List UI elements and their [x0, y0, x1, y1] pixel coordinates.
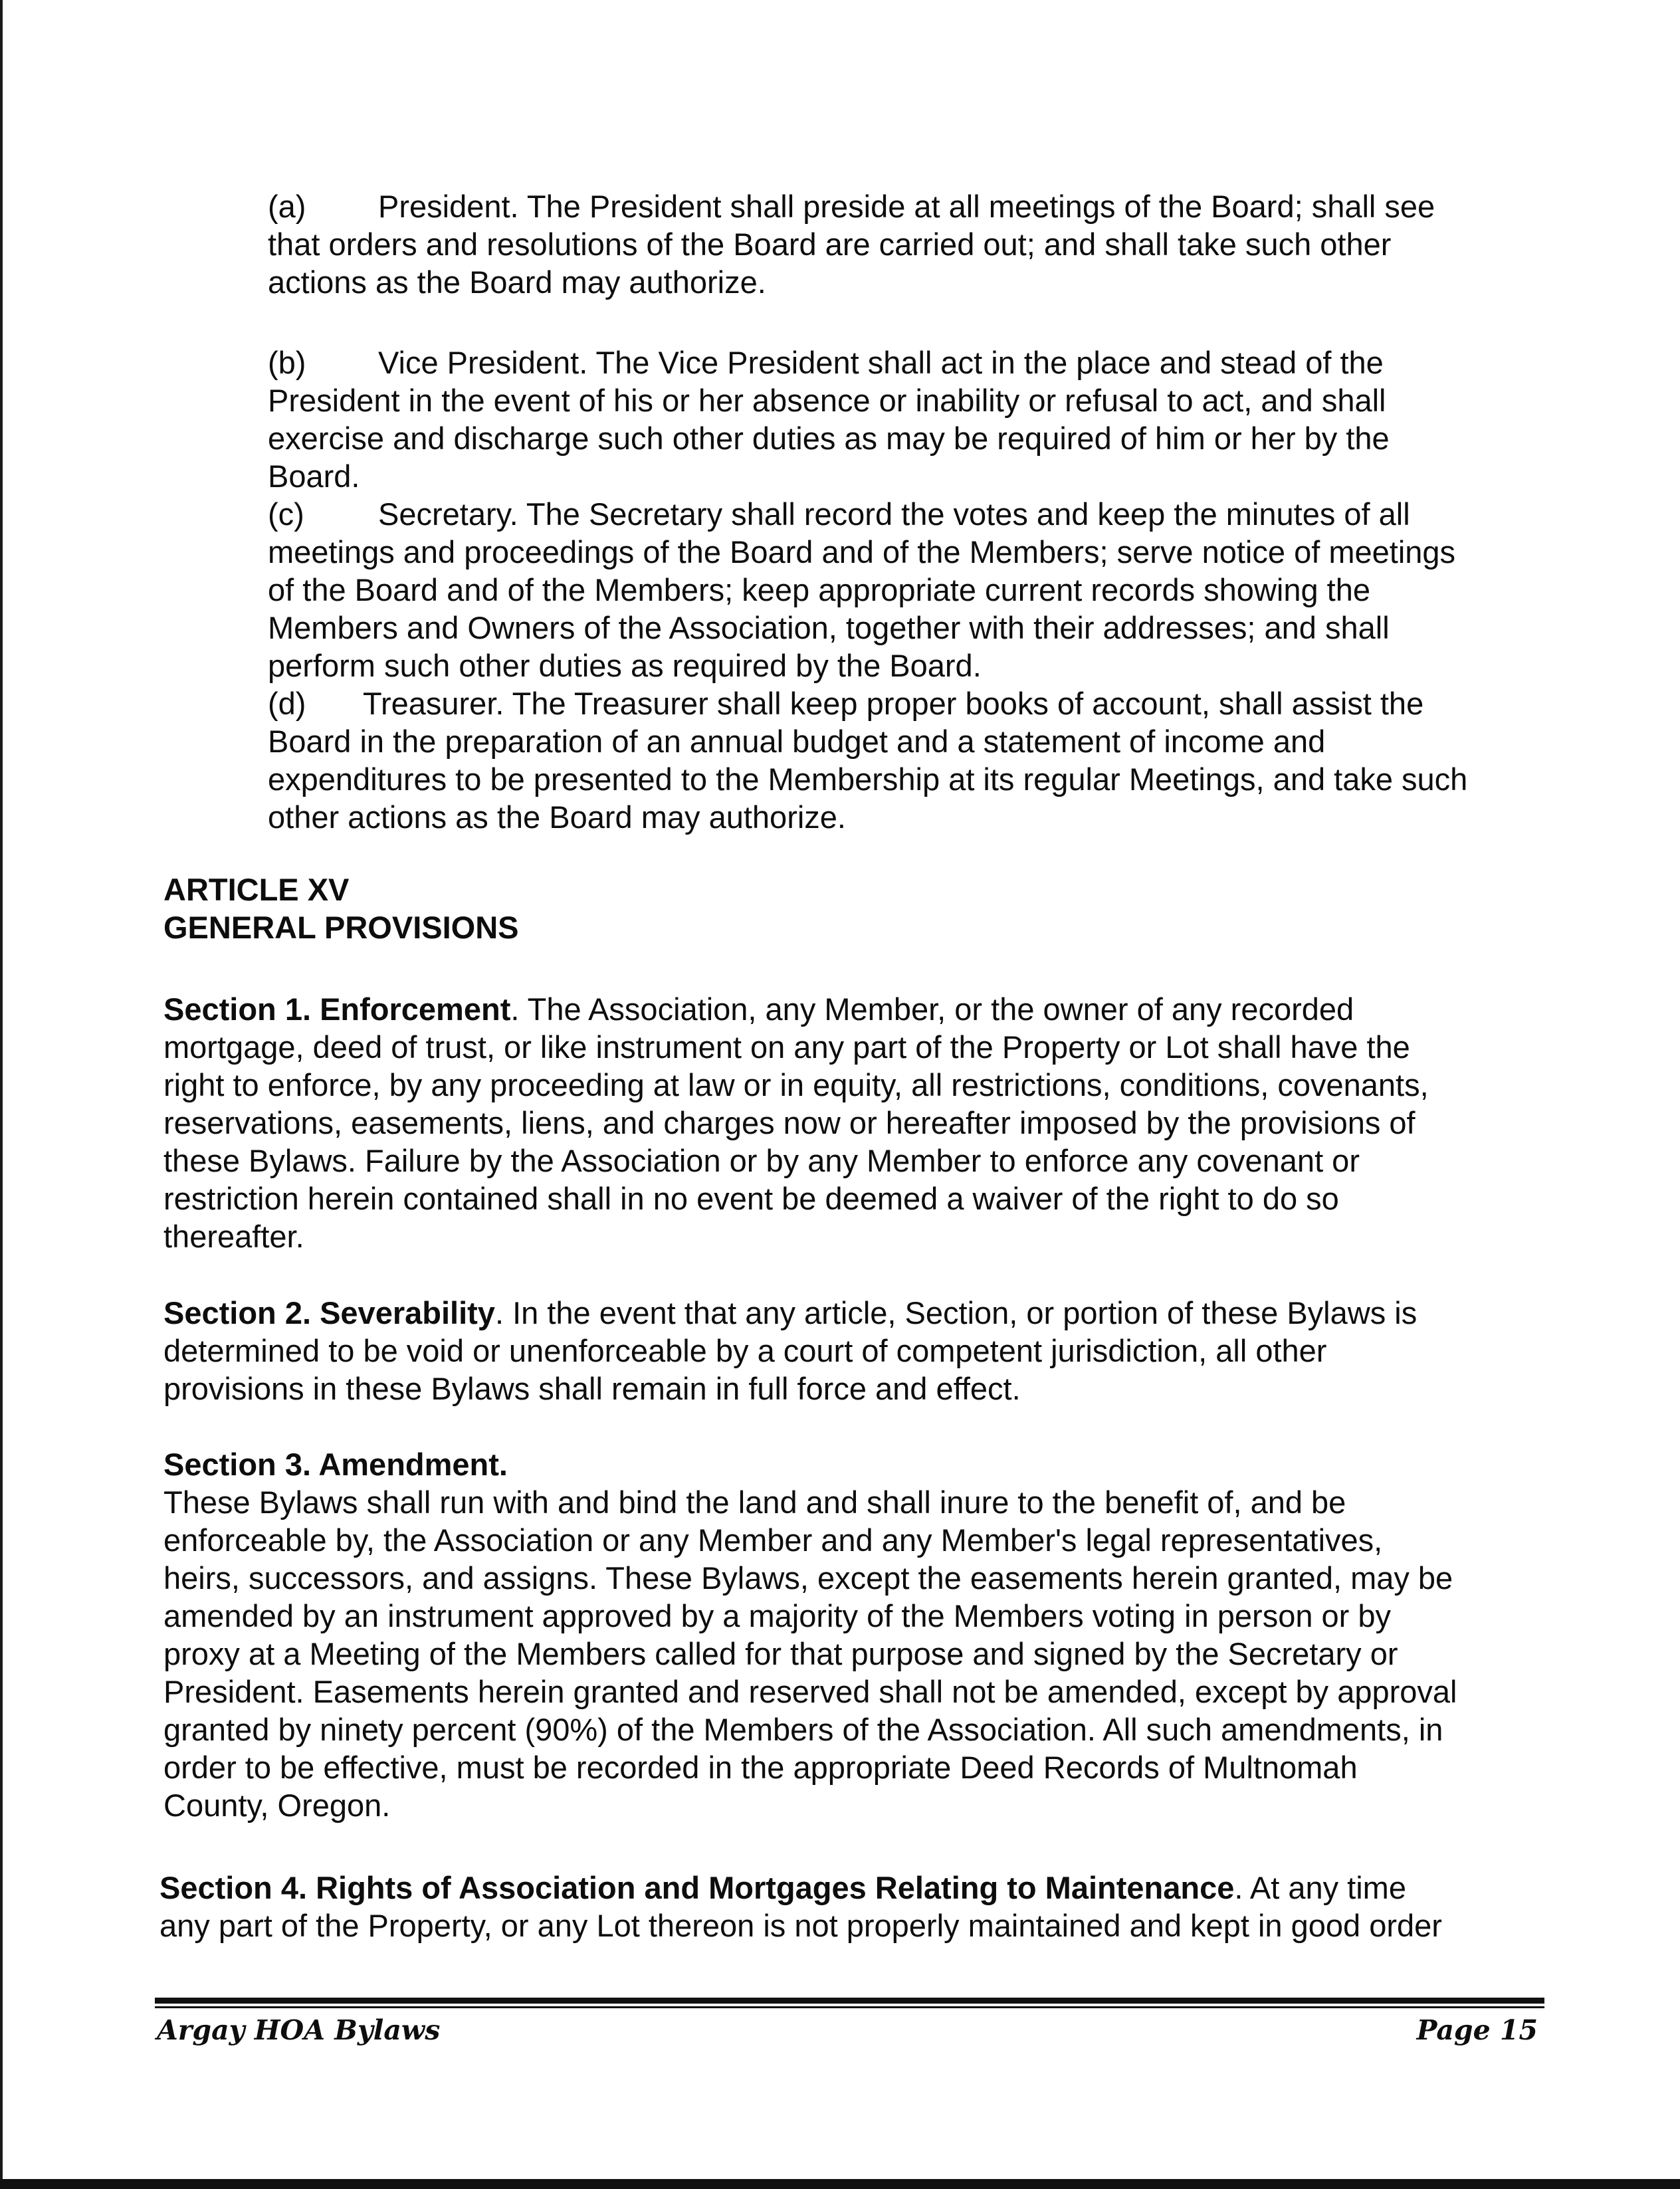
- section-severability-line-3: provisions in these Bylaws shall remain in full force and effect.: [163, 1371, 1021, 1406]
- section-enforcement-text-1: . The Association, any Member, or the owner of any recorded: [510, 991, 1354, 1027]
- section-enforcement-line-2: mortgage, deed of trust, or like instrument on any part of the Property or Lot shall have the: [163, 1029, 1410, 1065]
- footer-page-number: Page 15: [1416, 2014, 1538, 2046]
- officer-president-line-1: [268, 187, 1435, 225]
- section-enforcement-line-1: [163, 990, 1429, 1028]
- section-rights-of-association: [159, 1869, 1442, 1944]
- scan-edge-bottom: [0, 2179, 1680, 2189]
- officer-vice-president-line-2: President in the event of his or her absence or inability or refusal to act, and shall: [268, 383, 1386, 418]
- article-heading: [163, 871, 519, 946]
- officer-treasurer-line-3: expenditures to be presented to the Membership at its regular Meetings, and take such: [268, 762, 1468, 797]
- officer-secretary-line-5: perform such other duties as required by the Board.: [268, 648, 982, 683]
- officer-vice-president-label: (b): [268, 345, 306, 380]
- officer-secretary-paragraph: [268, 495, 1455, 684]
- officer-treasurer-line-2: Board in the preparation of an annual budget and a statement of income and: [268, 724, 1326, 759]
- section-enforcement-heading: Section 1. Enforcement: [163, 991, 511, 1027]
- section-amendment-line-5: proxy at a Meeting of the Members called for that purpose and signed by the Secretary or: [163, 1636, 1398, 1671]
- officer-secretary-line-3: of the Board and of the Members; keep appropriate current records showing the: [268, 572, 1370, 607]
- officer-vice-president-paragraph: [268, 344, 1390, 495]
- section-amendment-line-4: amended by an instrument approved by a majority of the Members voting in person or by: [163, 1598, 1392, 1633]
- officer-vice-president-line-4: Board.: [268, 459, 360, 494]
- section-severability: [163, 1294, 1417, 1407]
- section-rights-line-2: any part of the Property, or any Lot thereon is not properly maintained and kept in good order: [159, 1908, 1442, 1943]
- footer-document-title: Argay HOA Bylaws: [157, 2014, 441, 2046]
- section-amendment-line-6: President. Easements herein granted and reserved shall not be amended, except by approval: [163, 1674, 1457, 1709]
- section-enforcement-line-6: restriction herein contained shall in no event be deemed a waiver of the right to do so: [163, 1181, 1339, 1216]
- section-rights-heading: Section 4. Rights of Association and Mortgages Relating to Maintenance: [159, 1870, 1235, 1905]
- officer-vice-president-text-1: Vice President. The Vice President shall act in the place and stead of the: [378, 345, 1384, 380]
- officer-treasurer-line-4: other actions as the Board may authorize.: [268, 799, 846, 835]
- section-enforcement-line-5: these Bylaws. Failure by the Association or by any Member to enforce any covenant or: [163, 1143, 1360, 1178]
- section-amendment-line-2: enforceable by, the Association or any Member and any Member's legal representatives,: [163, 1522, 1383, 1558]
- section-enforcement-line-3: right to enforce, by any proceeding at law or in equity, all restrictions, conditions, covenants,: [163, 1067, 1429, 1102]
- officer-treasurer-paragraph: [268, 684, 1467, 836]
- officer-president-text-1: President. The President shall preside at all meetings of the Board; shall see: [378, 189, 1435, 224]
- section-amendment-line-8: order to be effective, must be recorded in the appropriate Deed Records of Multnomah: [163, 1750, 1358, 1785]
- section-amendment-heading: Section 3. Amendment.: [163, 1447, 508, 1482]
- officer-vice-president-line-1: [268, 344, 1390, 381]
- officer-secretary-line-2: meetings and proceedings of the Board and of the Members; serve notice of meetings: [268, 534, 1456, 570]
- officer-treasurer-label: (d): [268, 686, 306, 721]
- officer-president-paragraph: [268, 187, 1435, 301]
- section-amendment-line-3: heirs, successors, and assigns. These Bylaws, except the easements herein granted, may be: [163, 1560, 1453, 1596]
- section-amendment-line-1: These Bylaws shall run with and bind the land and shall inure to the benefit of, and be: [163, 1485, 1346, 1520]
- section-severability-line-1: [163, 1294, 1417, 1332]
- footer-rule-thick: [155, 1998, 1544, 2004]
- officer-treasurer-text-1: Treasurer. The Treasurer shall keep proper books of account, shall assist the: [363, 686, 1424, 721]
- officer-secretary-text-1: Secretary. The Secretary shall record the votes and keep the minutes of all: [378, 496, 1410, 532]
- officer-president-label: (a): [268, 189, 306, 224]
- officer-vice-president-line-3: exercise and discharge such other duties as may be required of him or her by the: [268, 421, 1390, 456]
- officer-secretary-label: (c): [268, 496, 304, 532]
- section-enforcement: [163, 990, 1429, 1255]
- section-rights-text-1: . At any time: [1234, 1870, 1406, 1905]
- section-severability-text-1: . In the event that any article, Section, or portion of these Bylaws is: [494, 1295, 1418, 1330]
- officer-president-line-2: that orders and resolutions of the Board are carried out; and shall take such other: [268, 227, 1392, 262]
- section-rights-line-1: [159, 1869, 1442, 1907]
- article-number: ARTICLE XV: [163, 872, 350, 907]
- section-amendment: [163, 1445, 1457, 1824]
- footer-rule-thin: [155, 2006, 1544, 2008]
- officer-president-line-3: actions as the Board may authorize.: [268, 264, 766, 300]
- section-enforcement-line-4: reservations, easements, liens, and charges now or hereafter imposed by the provisions of: [163, 1105, 1416, 1140]
- officer-treasurer-line-1: [268, 684, 1467, 722]
- section-enforcement-line-7: thereafter.: [163, 1219, 304, 1254]
- scan-edge-left: [0, 0, 3, 2189]
- section-severability-heading: Section 2. Severability: [163, 1295, 495, 1330]
- section-amendment-line-7: granted by ninety percent (90%) of the Members of the Association. All such amendments, in: [163, 1712, 1443, 1747]
- article-title: GENERAL PROVISIONS: [163, 910, 519, 945]
- officer-secretary-line-1: [268, 495, 1455, 533]
- officer-secretary-line-4: Members and Owners of the Association, together with their addresses; and shall: [268, 610, 1390, 645]
- section-amendment-line-9: County, Oregon.: [163, 1788, 391, 1823]
- section-severability-line-2: determined to be void or unenforceable by a court of competent jurisdiction, all other: [163, 1333, 1327, 1368]
